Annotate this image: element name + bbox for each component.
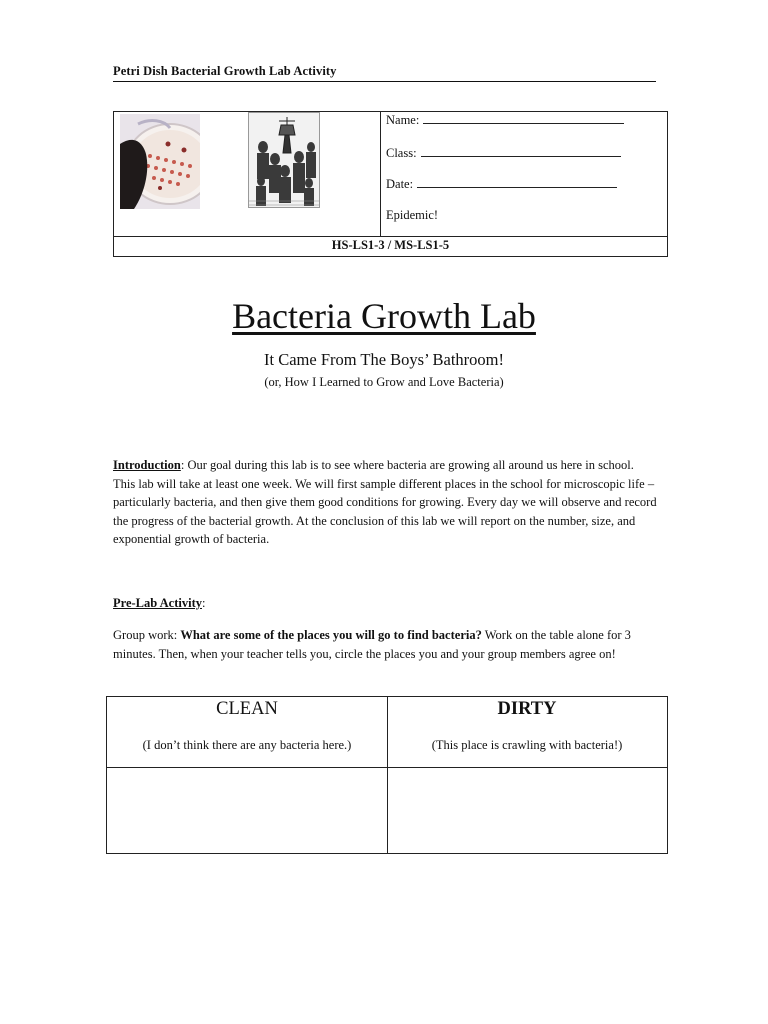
info-box [113,111,668,257]
document-header-title: Petri Dish Bacterial Growth Lab Activity [113,64,337,78]
info-divider-horizontal [114,236,667,237]
prelab-label: Pre-Lab Activity [113,596,202,610]
clean-entry-cell[interactable] [107,768,387,853]
class-label: Class: [386,146,417,160]
date-label: Date: [386,177,414,191]
introduction-paragraph [113,456,658,549]
date-field[interactable] [386,176,617,192]
standards-code: HS-LS1-3 / MS-LS1-5 [331,238,450,252]
clean-column-description: (I don’t think there are any bacteria here.) [142,738,352,752]
class-field[interactable] [386,145,621,161]
subtitle: It Came From The Boys’ Bathroom! [264,350,504,369]
main-title: Bacteria Growth Lab [232,296,536,336]
clean-dirty-table [106,696,668,854]
crowd-engraving-icon [249,113,320,208]
dirty-entry-cell[interactable] [388,768,667,853]
petri-dish-illustration [120,114,200,209]
prelab-text: Work on the table alone for 3 minutes. Then, when your teacher tells you, circle the places you and your group members agree on! [113,628,631,661]
prelab-heading [113,594,658,613]
dirty-column-description: (This place is crawling with bacteria!) [431,738,623,752]
introduction-label: Introduction [113,458,181,472]
prelab-question: What are some of the places you will go to find bacteria? [180,628,482,642]
prelab-lead: Group work: [113,628,181,642]
info-divider-vertical [380,112,381,236]
name-label: Name: [386,113,420,127]
name-line[interactable] [423,112,624,124]
prelab-colon: : [202,596,206,610]
clean-column-header: CLEAN [216,699,278,719]
prelab-paragraph [113,626,658,663]
date-line[interactable] [417,176,617,188]
introduction-text: : Our goal during this lab is to see where bacteria are growing all around us here in school. This lab will take at least one week. We will first sample different places in the school for microscopic life – particularly bacteria, and then give them good conditions for growing. Every day we will observe and record the progress of the bacterial growth. At the conclusion of this lab we will report on the number, size, and exponential growth of bacteria. [113,458,657,546]
dirty-column-header: DIRTY [497,699,557,719]
epidemic-label: Epidemic! [386,208,439,222]
subtitle-parenthetical: (or, How I Learned to Grow and Love Bacteria) [264,375,504,389]
name-field[interactable] [386,112,624,128]
header-rule [113,81,656,82]
engraving-illustration [248,112,320,208]
class-line[interactable] [421,145,621,157]
petri-dish-photo [120,114,200,209]
